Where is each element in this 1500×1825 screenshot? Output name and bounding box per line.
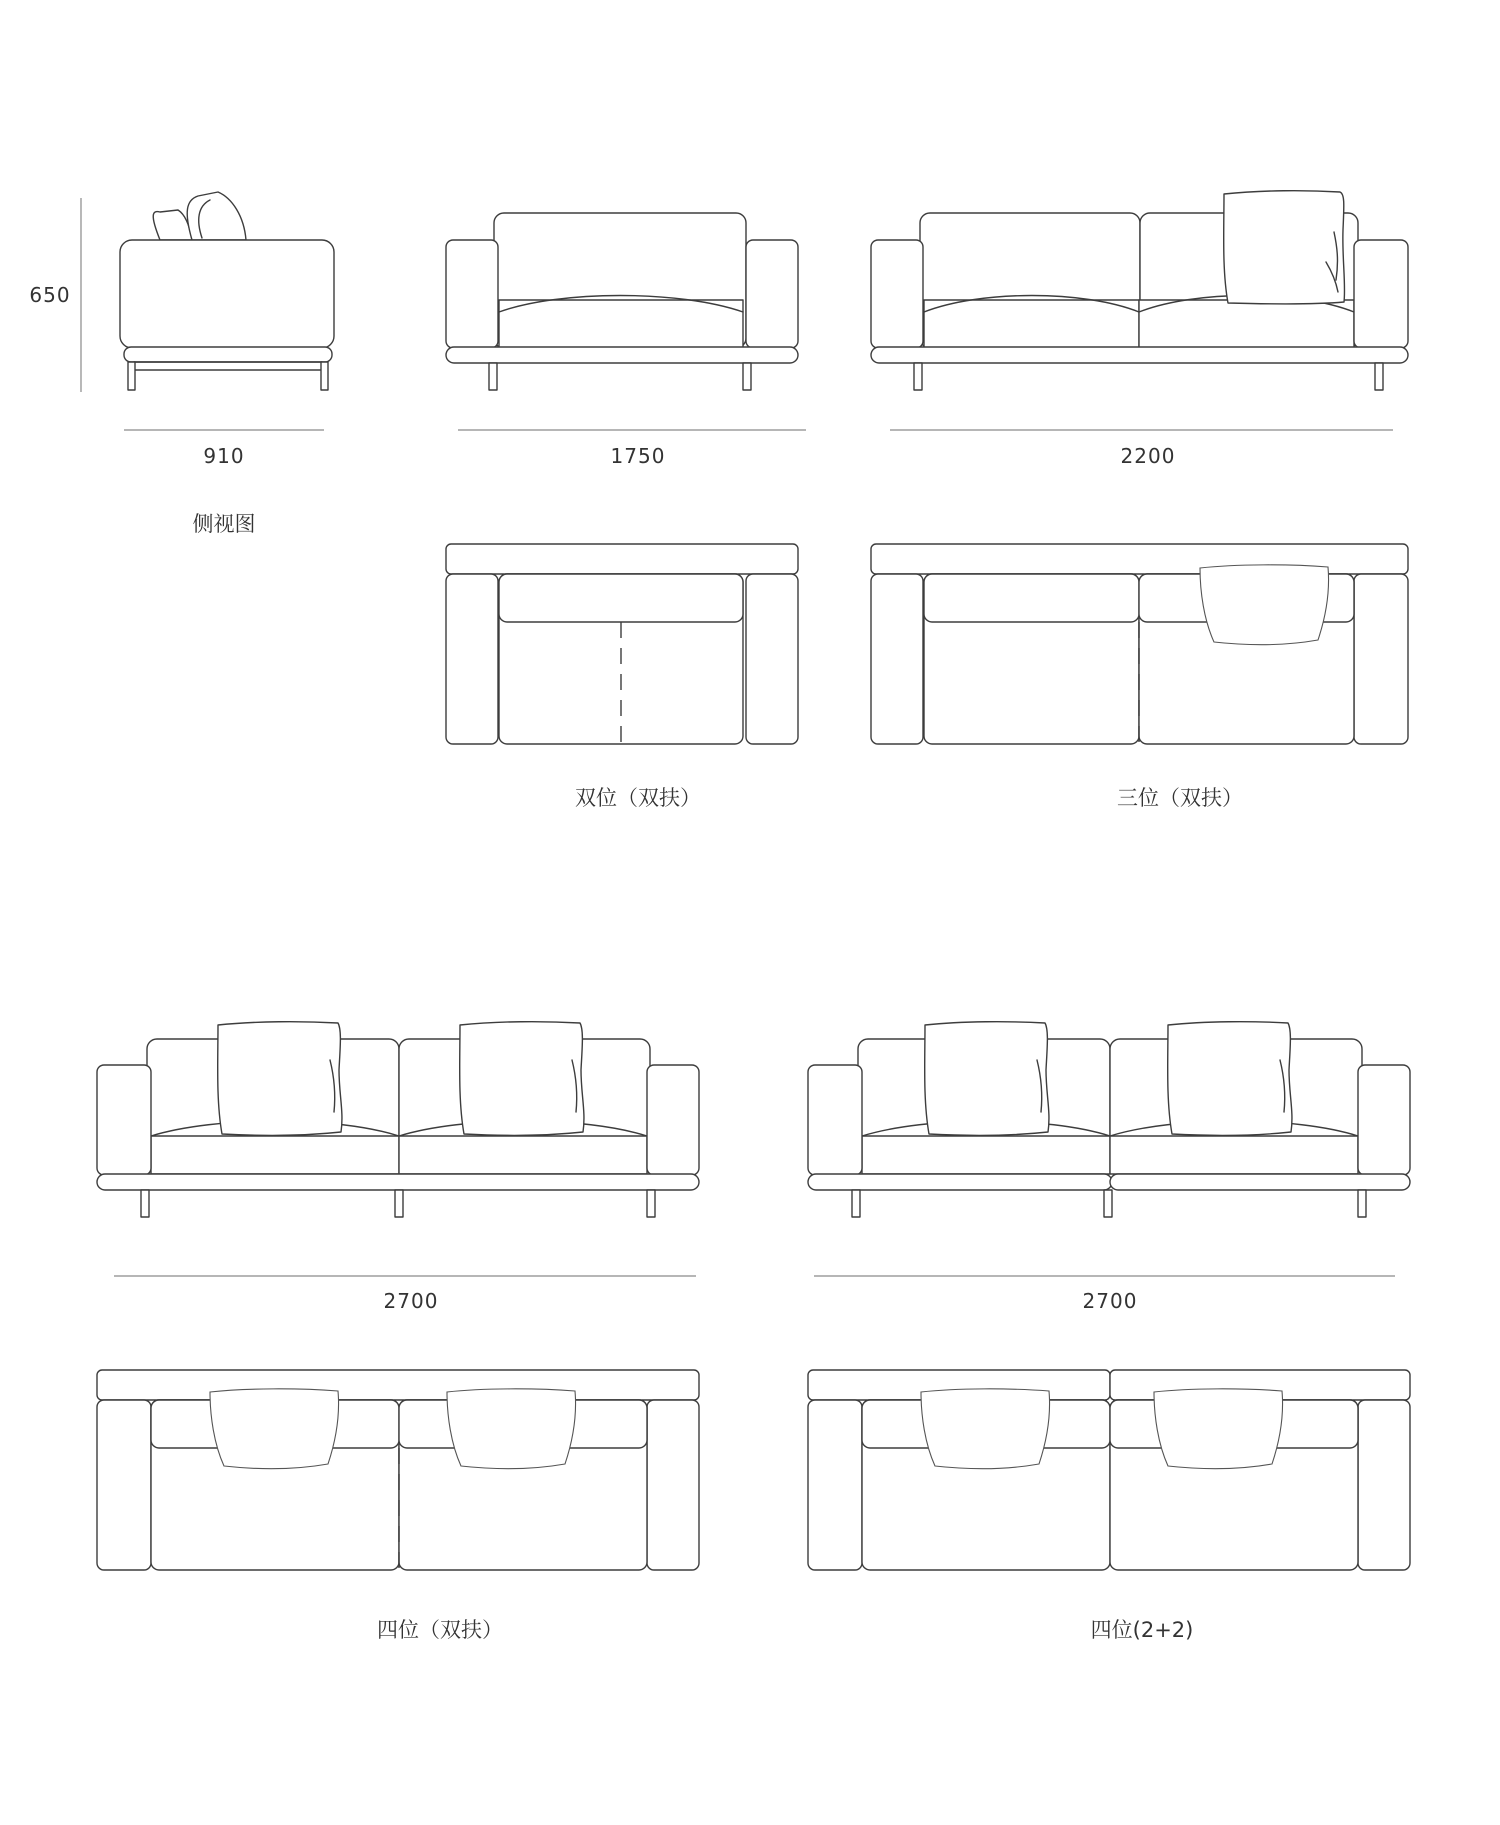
split-pillow-left <box>925 1022 1049 1136</box>
four-seat-top-pillow-left <box>210 1389 339 1469</box>
split-cushion-left <box>862 1136 1110 1174</box>
side-width-label: 910 <box>203 444 245 468</box>
four-seat-split-front-view <box>808 1022 1410 1276</box>
split-top-pillow-right <box>1154 1389 1283 1469</box>
three-seat-throw-pillow <box>1224 191 1345 304</box>
split-leg-left <box>852 1190 860 1217</box>
four-seat-base <box>97 1174 699 1190</box>
two-seat-arm-left <box>446 240 498 348</box>
two-seat-top-arm-right <box>746 574 798 744</box>
three-seat-arm-left <box>871 240 923 348</box>
four-seat-split-width-label: 2700 <box>1082 1289 1138 1313</box>
four-seat-split-caption: 四位(2+2) <box>1090 1618 1194 1642</box>
two-seat-seat-cushion <box>499 300 743 348</box>
three-seat-cushion-left <box>924 300 1139 348</box>
side-leg-back <box>321 362 328 390</box>
split-leg-middle <box>1104 1190 1112 1217</box>
split-base-right <box>1110 1174 1410 1190</box>
three-seat-front-view <box>871 191 1408 430</box>
side-view-drawing <box>81 192 334 430</box>
three-seat-top-arm-right <box>1354 574 1408 744</box>
two-seat-top-back <box>446 544 798 574</box>
two-seat-leg-right <box>743 363 751 390</box>
side-height-label: 650 <box>29 283 71 307</box>
two-seat-top-arm-left <box>446 574 498 744</box>
four-seat-top-view <box>97 1370 699 1570</box>
split-top-arm-right <box>1358 1400 1410 1570</box>
split-arm-left <box>808 1065 862 1175</box>
side-back-pillow-front <box>187 192 246 240</box>
side-view-caption: 侧视图 <box>192 512 256 536</box>
four-seat-leg-left <box>141 1190 149 1217</box>
four-seat-leg-right <box>647 1190 655 1217</box>
side-leg-front <box>128 362 135 390</box>
three-seat-leg-left <box>914 363 922 390</box>
two-seat-base <box>446 347 798 363</box>
two-seat-top-view <box>446 544 798 744</box>
three-seat-arm-right <box>1354 240 1408 348</box>
split-cushion-right <box>1110 1136 1358 1174</box>
split-arm-right <box>1358 1065 1410 1175</box>
two-seat-caption: 双位（双扶） <box>575 786 701 810</box>
three-seat-leg-right <box>1375 363 1383 390</box>
split-top-arm-left <box>808 1400 862 1570</box>
three-seat-caption: 三位（双扶） <box>1117 786 1243 810</box>
split-top-pillow-left <box>921 1389 1050 1469</box>
four-seat-top-arm-left <box>97 1400 151 1570</box>
four-seat-pillow-left <box>218 1022 342 1136</box>
three-seat-top-view <box>871 544 1408 744</box>
four-seat-cushion-right <box>399 1136 647 1174</box>
four-seat-arm-left <box>97 1065 151 1175</box>
three-seat-top-back-cushion-left <box>924 574 1139 622</box>
four-seat-front-view <box>97 1022 699 1276</box>
four-seat-top-back <box>97 1370 699 1400</box>
four-seat-arm-right <box>647 1065 699 1175</box>
four-seat-pillow-right <box>460 1022 584 1136</box>
side-arm-body <box>120 240 334 348</box>
side-back-pillow-rear <box>153 210 192 240</box>
three-seat-top-throw-pillow <box>1200 565 1329 645</box>
four-seat-top-arm-right <box>647 1400 699 1570</box>
two-seat-front-view <box>446 213 806 430</box>
four-seat-leg-middle <box>395 1190 403 1217</box>
four-seat-width-label: 2700 <box>383 1289 439 1313</box>
three-seat-top-arm-left <box>871 574 923 744</box>
split-base-left <box>808 1174 1112 1190</box>
four-seat-cushion-left <box>151 1136 399 1174</box>
three-seat-width-label: 2200 <box>1120 444 1176 468</box>
four-seat-split-top-view <box>808 1370 1410 1570</box>
two-seat-arm-right <box>746 240 798 348</box>
four-seat-caption: 四位（双扶） <box>377 1618 503 1642</box>
split-leg-right <box>1358 1190 1366 1217</box>
two-seat-leg-left <box>489 363 497 390</box>
three-seat-cushion-right <box>1139 300 1354 348</box>
three-seat-base <box>871 347 1408 363</box>
two-seat-top-back-cushion <box>499 574 743 622</box>
side-base <box>124 347 332 362</box>
split-pillow-right <box>1168 1022 1292 1136</box>
two-seat-width-label: 1750 <box>610 444 666 468</box>
four-seat-top-pillow-right <box>447 1389 576 1469</box>
